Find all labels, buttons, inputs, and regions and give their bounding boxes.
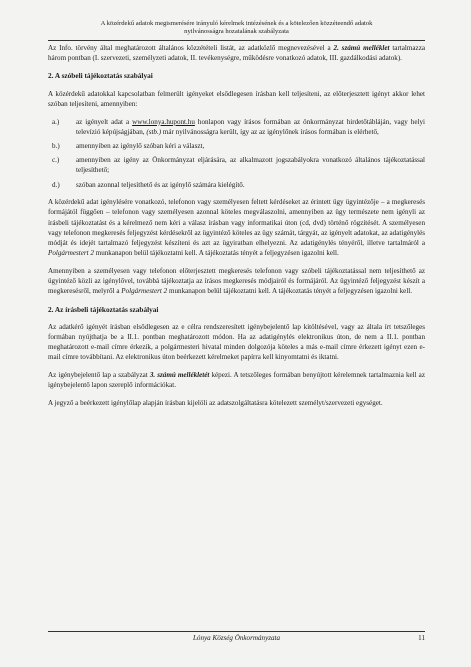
footer-text: Lónya Község Önkormányzata	[192, 634, 281, 642]
section-oral-intro: A közérdekű adatokkal kapcsolatban felmerült igényeket elsődlegesen írásban kell teljesíteni, az előterjesztett igényt akkor lehet szóban teljesíteni, amennyiben:	[48, 89, 425, 108]
page-body	[48, 43, 425, 416]
section-oral-title: 2. A szóbeli tájékoztatás szabályai	[48, 71, 153, 81]
header-line-1: A közérdekű adatok megismerésére irányuló kérelmek intézésének és a kötelezően közzéteendő adatok	[100, 20, 373, 27]
annex-2-reference: 2. számú melléklet	[333, 44, 390, 52]
intro-paragraph: Az Info. törvény által meghatározott általános közzétételi listát, az adatközlő megnevezésével a 2. számú melléklet tartalmazza három pontban (I. szervezeti, személyzeti adatok, II. tevékenységre, működésre vonatkozó adatok, III. gazdálkodási adatok).	[48, 44, 426, 63]
list-item: d.) szóban azonnal teljesíthető és az igénylő számára kielégítő.	[52, 180, 245, 189]
section-oral-paragraph-3: Amennyiben a személyesen vagy telefonon előterjesztett megkeresés telefonon vagy szóbeli tájékoztatással nem teljesíthető az ügyintéző közli az igénylővel, továbbá tájékoztatja az írásos megkeresés módjairól és formájáról. Az ügyintéző feljegyzést készít a megkeresésről, melyről a Polgármestert 2 munkanapon belül tájékoztatni kell. A tájékoztatás tényét a feljegyzésen igazolni kell.	[48, 266, 425, 296]
section-written-paragraph-1: Az adatkérő igényét írásban elsődlegesen az e célra rendszeresített igénybejelentő lap kitöltésével, vagy az általa írt tetszőleges formában nyújthatja be a II.1. pontban meghatározott módon. Ha az adatigénylés elektronikus úton, de nem a II.1. pontban meghatározott e-mail címre érkezik, a polgármesteri hivatal minden dolgozója köteles a más e-mail címre érkezett igényt ezen e-mail címre továbbítani. Az elektronikus úton beérkezett kérelmeket papírra kell kinyomtatni és iktatni.	[48, 322, 425, 362]
header-divider	[48, 40, 425, 41]
conditions-list	[48, 117, 425, 190]
website-link[interactable]: www.lonya.hupont.hu	[132, 117, 195, 126]
annex-3-reference: 3. számú mellékletét	[149, 371, 210, 380]
list-item: c.) amennyiben az igény az Önkormányzat eljárására, az alkalmazott jogszabályokra vonatkozó általános tájékoztatással teljesíthető;	[52, 156, 425, 175]
section-written-paragraph-3: A jegyző a beérkezett igénylőlap alapján írásban kijelöli az adatszolgáltatásra kötelezett személyt/szervezeti egységet.	[48, 398, 383, 407]
page-number: 11	[418, 634, 425, 642]
list-item: a.) az igényelt adat a www.lonya.hupont.hu honlapon vagy írásos formában az önkormányzat hirdetőtábláján, vagy helyi televízió képújságjában, (stb.) már nyilvánosságra került, így az az igénylőnek írásos formában is elérhető,	[52, 117, 425, 136]
running-header	[48, 20, 425, 36]
section-oral-paragraph-2: A közérdekű adat igénylésére vonatkozó, telefonon vagy személyesen feltett kérdéseket az érintett ügy ügyintézője – a megkeresés formájától függően – telefonon vagy személyesen azonnal köteles megválaszolni, amennyiben az ügy természete nem igényli az írásbeli tájékoztatást és a kérelmező nem kéri a válasz írásban vagy informatikai úton (cd, dvd) történő rögzítését. A személyesen vagy telefonon megkeresés feljegyzést kérdésekről az ügyintéző köteles az ügy számát, tárgyát, az igényelt adatokat, az adatigénylés módját és idejét tartalmazó feljegyzést készíteni és azt az ügyiratban elhelyezni. Az adatigénylés tényéről, illetve tartalmáról a Polgármestert 2 munkanapon belül tájékoztatni kell. A tájékoztatás tényét a feljegyzésen igazolni kell.	[48, 198, 425, 258]
section-written-paragraph-2: Az igénybejelentő lap a szabályzat 3. számú mellékletét képezi. A tetszőleges formában benyújtott kérelemnek tartalmaznia kell az igénybejelentő lapon szereplő információkat.	[48, 371, 425, 390]
section-written-title: 2. Az írásbeli tájékoztatás szabályai	[48, 304, 159, 314]
list-item: b.) amennyiben az igénylő szóban kéri a választ,	[52, 141, 205, 150]
header-line-2: nyilvánosságra hozatalának szabályzata	[184, 28, 289, 35]
footer-divider	[48, 631, 425, 632]
